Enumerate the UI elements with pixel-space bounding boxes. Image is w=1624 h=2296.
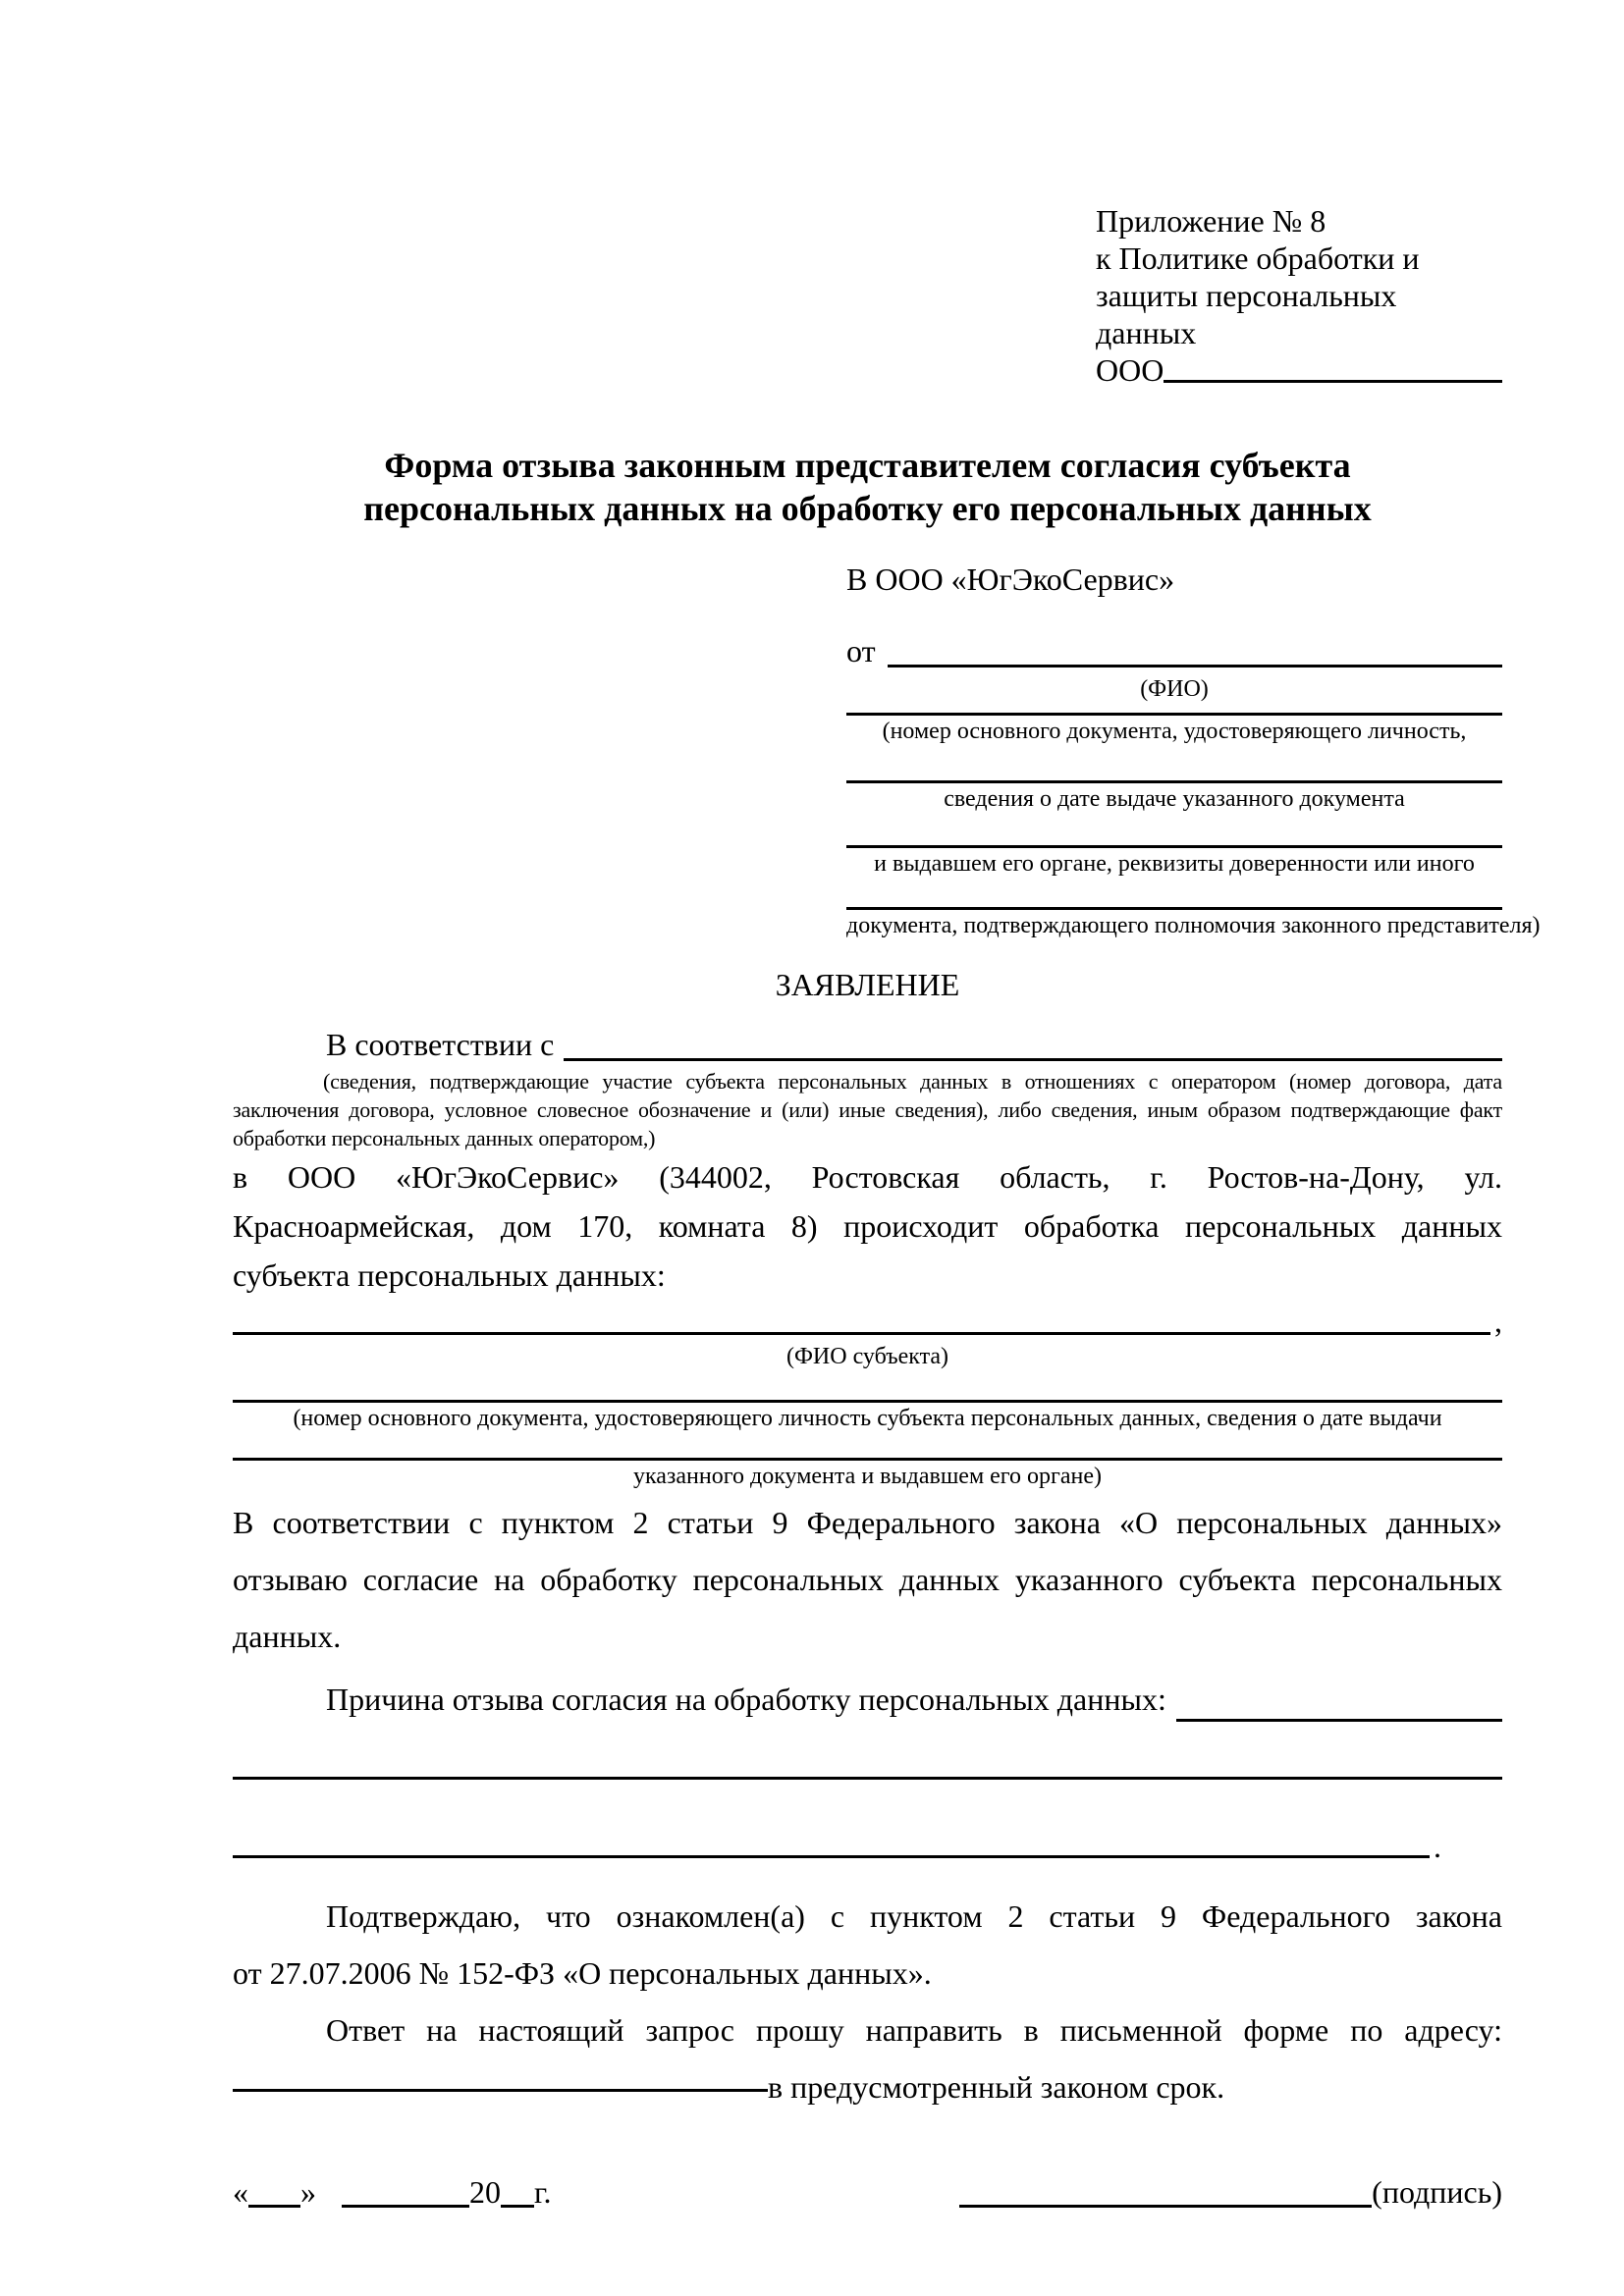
signature-underline	[959, 2205, 1372, 2208]
year-suffix: г.	[534, 2174, 552, 2210]
document-title	[233, 444, 1502, 530]
subject-doc-line	[233, 1458, 1502, 1461]
date-group	[233, 2170, 552, 2214]
reason-blank-line-row	[233, 1829, 1441, 1864]
ooo-row	[1096, 351, 1502, 389]
month-blank-underline	[342, 2205, 469, 2208]
paragraph-line: в ООО «ЮгЭкоСервис» (344002, Ростовская область, г. Ростов-на-Дону, ул.	[233, 1159, 1502, 1195]
year-blank-underline	[501, 2205, 534, 2208]
reason-blank-underline	[1176, 1719, 1502, 1722]
appendix-block	[1096, 202, 1502, 389]
fine-print-line: заключения договора, условное словесное обозначение и (или) иные сведения), либо сведения, иным образом подтверждающие факт	[233, 1097, 1502, 1122]
year-prefix: 20	[469, 2174, 501, 2210]
paragraph-line: отзываю согласие на обработку персональных данных указанного субъекта персональных	[233, 1562, 1502, 1597]
accordance-label: В соответствии с	[326, 1027, 555, 1062]
fine-print-block	[233, 1067, 1502, 1152]
accordance-blank-underline	[564, 1058, 1502, 1061]
withdrawal-paragraph	[233, 1494, 1502, 1665]
reason-label: Причина отзыва согласия на обработку персональных данных:	[326, 1682, 1166, 1717]
to-organization: В ООО «ЮгЭкоСервис»	[846, 561, 1175, 597]
fio-caption: (ФИО)	[1140, 676, 1209, 702]
reason-blank-line	[233, 1777, 1502, 1780]
subject-fio-row	[233, 1302, 1502, 1341]
reply-address-row	[233, 2058, 1502, 2115]
day-close-quote: »	[300, 2174, 316, 2210]
signature-caption: (подпись)	[1372, 2174, 1502, 2210]
field-caption: сведения о дате выдаче указанного документа	[944, 786, 1405, 812]
appendix-line: Приложение № 8	[1096, 203, 1326, 239]
accordance-row	[233, 1022, 1502, 1067]
subject-doc-caption: (номер основного документа, удостоверяющего личность субъекта персональных данных, сведения о дате выдачи	[293, 1406, 1442, 1431]
reply-address-underline	[233, 2089, 768, 2092]
ooo-blank-underline	[1164, 380, 1502, 383]
paragraph-line: Красноармейская, дом 170, комната 8) происходит обработка персональных данных	[233, 1208, 1502, 1244]
operator-paragraph	[233, 1152, 1502, 1300]
reason-row	[233, 1671, 1502, 1728]
subject-doc-line	[233, 1400, 1502, 1403]
confirm-paragraph	[233, 1888, 1502, 2002]
paragraph-line: данных.	[233, 1619, 342, 1654]
reply-paragraph-line: Ответ на настоящий запрос прошу направить в письменной форме по адресу:	[326, 2012, 1502, 2048]
reply-suffix: в предусмотренный законом срок.	[768, 2069, 1225, 2105]
paragraph-line: Подтверждаю, что ознакомлен(а) с пунктом 2 статьи 9 Федерального закона	[326, 1898, 1502, 1934]
subject-doc-caption: указанного документа и выдавшем его органе)	[632, 1464, 1103, 1489]
trailing-comma: ,	[1494, 1304, 1502, 1339]
signature-group	[959, 2170, 1502, 2214]
document-title-line: Форма отзыва законным представителем согласия субъекта	[384, 446, 1351, 485]
paragraph-line: от 27.07.2006 № 152-ФЗ «О персональных данных».	[233, 1955, 932, 1991]
day-open-quote: «	[233, 2174, 248, 2210]
statement-heading: ЗАЯВЛЕНИЕ	[775, 967, 960, 1002]
paragraph-line: субъекта персональных данных:	[233, 1257, 666, 1293]
document-title-line: персональных данных на обработку его персональных данных	[363, 489, 1372, 528]
fine-print-line: обработки персональных данных оператором,)	[233, 1126, 656, 1150]
subject-fio-underline	[233, 1332, 1490, 1335]
paragraph-line: В соответствии с пунктом 2 статьи 9 Федерального закона «О персональных данных»	[233, 1505, 1502, 1540]
appendix-line: защиты персональных данных	[1096, 278, 1397, 350]
addressee-block	[846, 560, 1541, 939]
ooo-label: ООО	[1096, 352, 1164, 388]
field-caption: и выдавшем его органе, реквизиты доверенности или иного	[874, 851, 1475, 877]
reason-blank-underline-2	[233, 1855, 1430, 1858]
footer-row	[233, 2170, 1502, 2214]
fine-print-line: (сведения, подтверждающие участие субъекта персональных данных в отношениях с оператором (номер договора, дата	[323, 1069, 1502, 1094]
subject-fio-caption: (ФИО субъекта)	[785, 1344, 949, 1369]
from-row	[846, 628, 1502, 673]
from-blank-underline	[888, 665, 1502, 667]
day-blank-underline	[248, 2205, 300, 2208]
blank-field-line	[846, 907, 1502, 910]
blank-field-line	[846, 713, 1502, 716]
field-caption: (номер основного документа, удостоверяющего личность,	[882, 719, 1467, 744]
trailing-period: .	[1434, 1829, 1441, 1864]
blank-field-line	[846, 780, 1502, 783]
blank-field-line	[846, 845, 1502, 848]
field-caption: документа, подтверждающего полномочия законного представителя)	[846, 913, 1541, 938]
appendix-line: к Политике обработки и	[1096, 240, 1420, 276]
from-label: от	[846, 633, 876, 668]
